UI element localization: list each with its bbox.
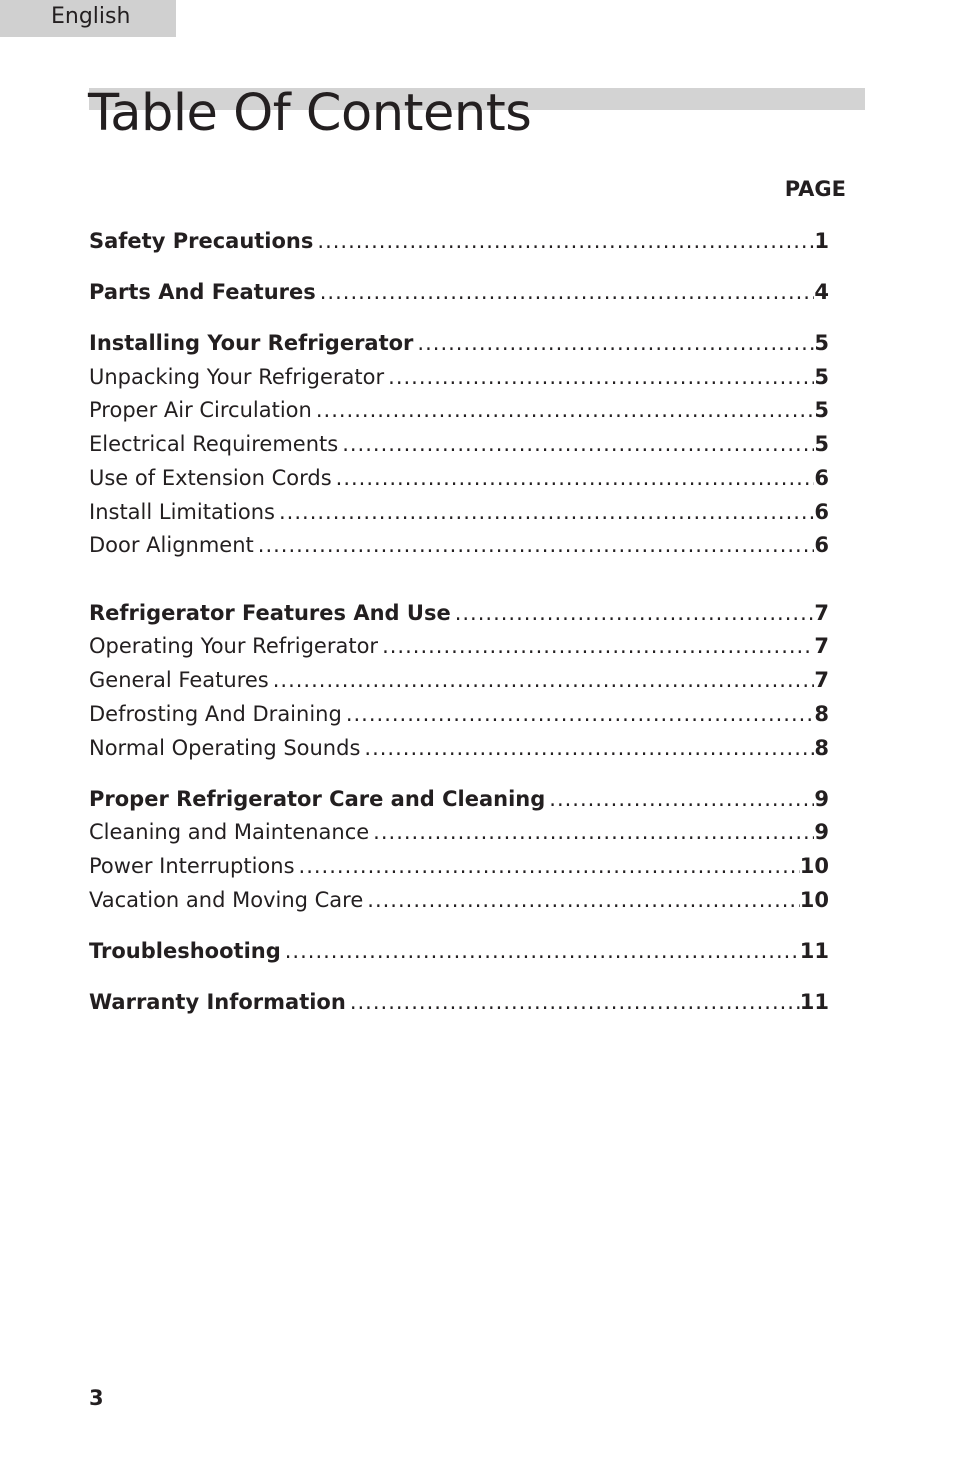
toc-entry-door-alignment[interactable] [89,530,829,560]
toc-leader-dots [273,665,815,695]
toc-entry-page: 6 [814,533,829,557]
toc-entry-label: Proper Air Circulation [89,398,312,422]
toc-leader-dots [417,328,814,358]
toc-leader-dots [549,784,814,814]
toc-entry-defrosting[interactable] [89,699,829,729]
toc-entry-page: 11 [799,939,829,963]
toc-entry-cleaning-maintenance[interactable] [89,817,829,847]
toc-entry-label: Unpacking Your Refrigerator [89,365,385,389]
toc-entry-page: 4 [814,280,829,304]
toc-leader-dots [285,936,800,966]
page-number: 3 [89,1386,104,1410]
toc-entry-label: Vacation and Moving Care [89,888,364,912]
toc-entry-page: 7 [814,601,829,625]
toc-entry-label: Electrical Requirements [89,432,339,456]
toc-entry-label: Defrosting And Draining [89,702,342,726]
toc-entry-page: 10 [799,888,829,912]
toc-entry-label: Normal Operating Sounds [89,736,361,760]
toc-entry-troubleshooting[interactable] [89,936,829,966]
toc-entry-page: 9 [814,820,829,844]
toc-leader-dots [342,429,814,459]
toc-leader-dots [373,817,814,847]
toc-leader-dots [258,530,815,560]
toc-entry-parts-and-features[interactable] [89,277,829,307]
toc-entry-page: 5 [814,432,829,456]
toc-entry-page: 8 [814,702,829,726]
toc-leader-dots [299,851,800,881]
toc-leader-dots [350,987,800,1017]
toc-entry-page: 5 [814,365,829,389]
toc-entry-safety-precautions[interactable] [89,226,829,256]
toc-entry-general-features[interactable] [89,665,829,695]
toc-entry-page: 1 [814,229,829,253]
toc-leader-dots [388,362,814,392]
toc-entry-label: Door Alignment [89,533,254,557]
toc-leader-dots [336,463,815,493]
toc-leader-dots [346,699,815,729]
toc-leader-dots [455,598,815,628]
toc-entry-label: Operating Your Refrigerator [89,634,379,658]
toc-entry-page: 6 [814,466,829,490]
toc-entry-label: Power Interruptions [89,854,295,878]
toc-entry-label: Installing Your Refrigerator [89,331,414,355]
toc-entry-label: Troubleshooting [89,939,281,963]
toc-entry-label: Install Limitations [89,500,275,524]
toc-entry-label: Cleaning and Maintenance [89,820,370,844]
toc-leader-dots [320,277,815,307]
toc-entry-warranty[interactable] [89,987,829,1017]
toc-entry-page: 10 [799,854,829,878]
toc-entry-care-and-cleaning[interactable] [89,784,829,814]
page-title: Table Of Contents [88,84,532,143]
toc-entry-electrical[interactable] [89,429,829,459]
toc-leader-dots [316,395,815,425]
toc-entry-page: 5 [814,398,829,422]
toc-entry-label: Parts And Features [89,280,316,304]
toc-entry-page: 7 [814,668,829,692]
toc-entry-power-interruptions[interactable] [89,851,829,881]
toc-entry-label: Proper Refrigerator Care and Cleaning [89,787,546,811]
toc-entry-installing[interactable] [89,328,829,358]
toc-entry-vacation-moving[interactable] [89,885,829,915]
toc-entry-install-limitations[interactable] [89,497,829,527]
toc-entry-operating[interactable] [89,631,829,661]
page-column-header: PAGE [784,177,846,201]
toc-entry-page: 11 [799,990,829,1014]
toc-entry-label: Refrigerator Features And Use [89,601,451,625]
toc-entry-label: General Features [89,668,269,692]
toc-entry-page: 9 [814,787,829,811]
toc-entry-air-circulation[interactable] [89,395,829,425]
toc-leader-dots [367,885,799,915]
toc-entry-unpacking[interactable] [89,362,829,392]
toc-leader-dots [317,226,814,256]
toc-leader-dots [364,733,814,763]
toc-entry-operating-sounds[interactable] [89,733,829,763]
toc-entry-label: Use of Extension Cords [89,466,332,490]
toc-entry-page: 6 [814,500,829,524]
toc-entry-page: 5 [814,331,829,355]
toc-leader-dots [279,497,814,527]
toc-entry-label: Warranty Information [89,990,346,1014]
toc-leader-dots [382,631,814,661]
language-tab: English [0,0,176,37]
toc-entry-label: Safety Precautions [89,229,314,253]
toc-entry-page: 8 [814,736,829,760]
toc-entry-features-and-use[interactable] [89,598,829,628]
toc-entry-extension-cords[interactable] [89,463,829,493]
toc-entry-page: 7 [814,634,829,658]
